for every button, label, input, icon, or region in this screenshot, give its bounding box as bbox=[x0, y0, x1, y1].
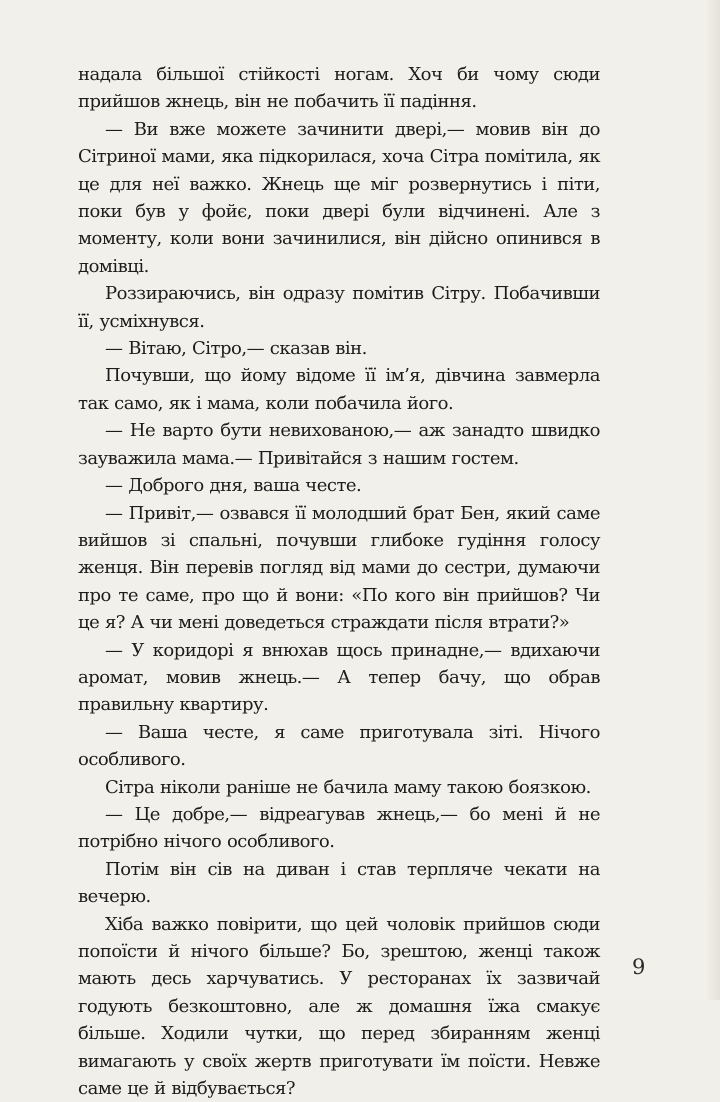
paragraph: — Ваша честе, я саме приготувала зіті. Нічого особливого. bbox=[78, 721, 600, 771]
paragraph: Сітра ніколи раніше не бачила маму такою боязкою. bbox=[105, 776, 591, 798]
page-edge-shadow bbox=[706, 0, 720, 1000]
paragraph: Почувши, що йому відоме її ім’я, дівчина завмерла так само, як і мама, коли побачила його. bbox=[78, 365, 600, 414]
paragraph: — Це добре,— відреагував жнець,— бо мені й не потрібно нічого особливого. bbox=[78, 803, 600, 853]
page-number: 9 bbox=[632, 955, 646, 979]
paragraph: — Привіт,— озвався її молодший брат Бен, який саме вийшов зі спальні, почувши глибоке гудіння голосу женця. Він перевів погляд від мами до сестри, думаючи про те саме, про що й вони: «По кого він прийшов? Чи це я? А чи мені доведеться страждати після втрати?» bbox=[78, 502, 600, 634]
paragraph: — Не варто бути невихованою,— аж занадто швидко зауважила мама.— Привітайся з нашим гостем. bbox=[78, 420, 600, 469]
paragraph: — Ви вже можете зачинити двері,— мовив він до Сітриної мами, яка підкорилася, хоча Сітра помітила, як це для неї важко. Жнець ще міг розвернутись і піти, поки був у фойє, поки двері були відчинені. Але з моменту, коли вони зачинилися, він дійсно опинився в домівці. bbox=[78, 118, 600, 277]
paragraph: Хіба важко повірити, що цей чоловік прийшов сюди попоїсти й нічого більше? Бо, зрештою, женці також мають десь харчуватись. У ресторанах їх зазвичай годують безкоштовно, але ж домашня їжа смакує більше. Ходили чутки, що перед збиранням женці вимагають у своїх жертв приготувати їм поїсти. Невже саме це й відбувається? bbox=[78, 913, 600, 1100]
paragraph: — У коридорі я внюхав щось принадне,— вдихаючи аромат, мовив жнець.— А тепер бачу, що обрав правильну квартиру. bbox=[78, 639, 600, 716]
paragraph: Роззираючись, він одразу помітив Сітру. Побачивши її, усміхнувся. bbox=[78, 283, 600, 332]
paragraph: — Доброго дня, ваша честе. bbox=[105, 475, 362, 497]
body-text bbox=[78, 61, 600, 1102]
paragraph: Потім він сів на диван і став терпляче чекати на вечерю. bbox=[78, 858, 600, 908]
paragraph: — Вітаю, Сітро,— сказав він. bbox=[105, 338, 367, 360]
paragraph: надала більшої стійкості ногам. Хоч би чому сюди прийшов жнець, він не побачить її падіння. bbox=[78, 64, 600, 113]
